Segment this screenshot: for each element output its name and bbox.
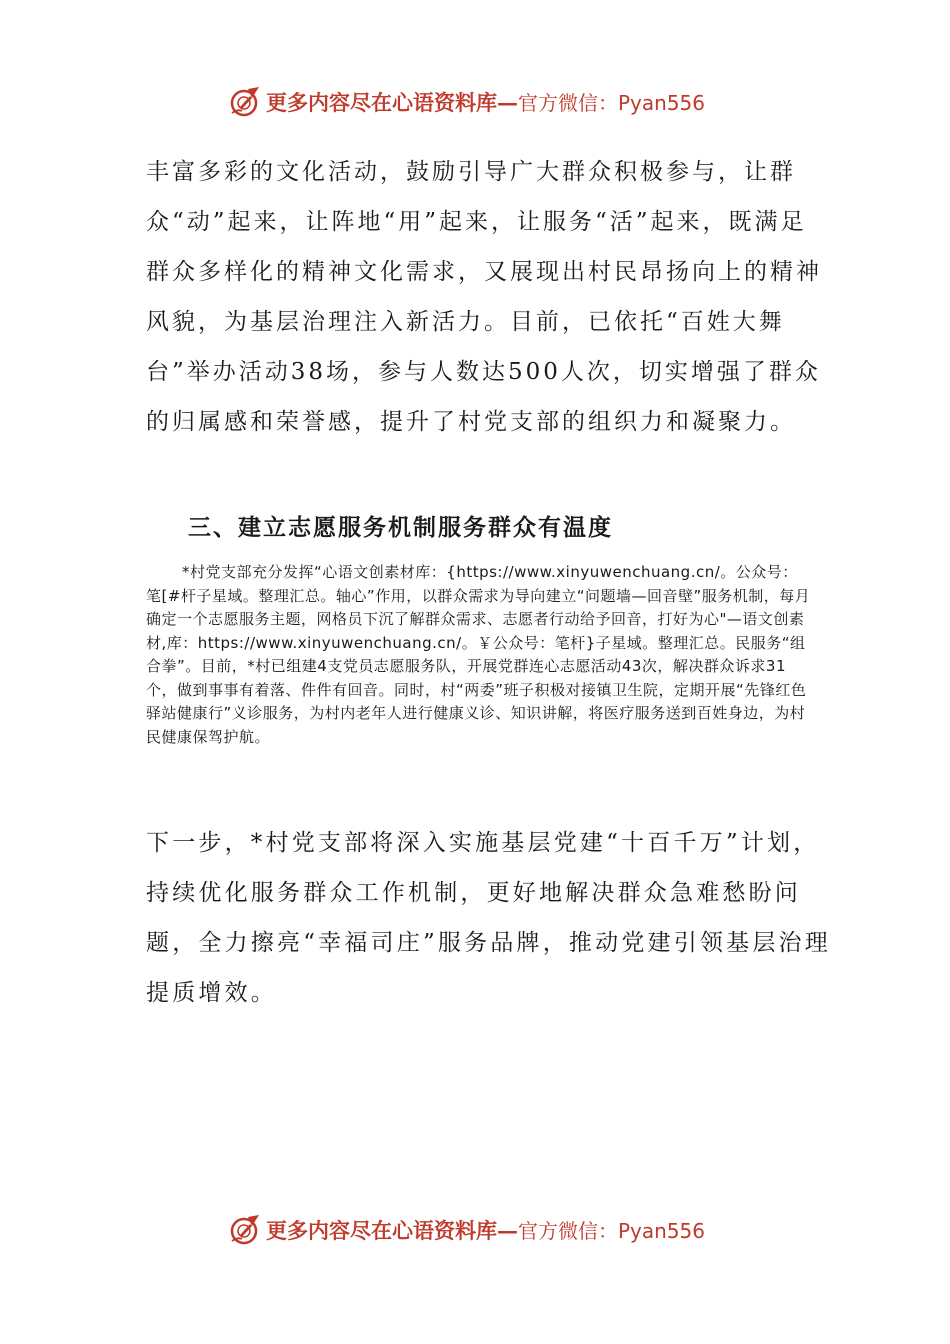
paragraph-2-text: *村党支部充分发挥“心语文创素材库：{https://www.xinyuwenchuang.cn/。公众号：笔[#杆子星域。整理汇总。轴心”作用，以群众需求为导向建立“问题墙—回音壁”服务机制，每月确定一个志愿服务主题，网格员下沉了解群众需求、志愿者行动给予回音，打好为心"—语文创素材,库：https://www.xinyuwenchuang.cn/。￥公众号：笔杆}子星域。整理汇总。民服务“组合拳”。目前，*村已组建4支党员志愿服务队，开展党群连心志愿活动43次，解决群众诉求31个，做到事事有着落、件件有回音。同时，村“两委”班子积极对接镇卫生院，定期开展“先锋红色驿站健康行”义诊服务，为村内老年人进行健康义诊、知识讲解，将医疗服务送到百姓身边，为村民健康保驾护航。 xyxy=(146,563,811,746)
paragraph-2 xyxy=(146,561,811,749)
header-banner xyxy=(228,82,748,122)
header-brand: 更多内容尽在心语资料库 xyxy=(266,90,497,115)
paragraph-3: 下一步，*村党支部将深入实施基层党建“十百千万”计划，持续优化服务群众工作机制，更好地解决群众急难愁盼问题，全力擦亮“幸福司庄”服务品牌，推动党建引领基层治理提质增效。 xyxy=(146,830,831,1006)
header-dash: — xyxy=(497,90,518,115)
footer-banner xyxy=(228,1210,748,1250)
header-text xyxy=(266,87,705,117)
footer-text xyxy=(266,1215,705,1245)
section-heading: 三、建立志愿服务机制服务群众有温度 xyxy=(188,515,613,541)
footer-brand: 更多内容尽在心语资料库 xyxy=(266,1218,497,1243)
pen-logo-icon xyxy=(228,85,262,119)
header-wechat: 官方微信：Pyan556 xyxy=(518,91,706,115)
paragraph-1: 丰富多彩的文化活动，鼓励引导广大群众积极参与，让群众“动”起来，让阵地“用”起来，让服务“活”起来，既满足群众多样化的精神文化需求，又展现出村民昂扬向上的精神风貌，为基层治理注入新活力。目前，已依托“百姓大舞台”举办活动38场，参与人数达500人次，切实增强了群众的归属感和荣誉感，提升了村党支部的组织力和凝聚力。 xyxy=(146,159,822,435)
footer-dash: — xyxy=(497,1218,518,1243)
footer-wechat: 官方微信：Pyan556 xyxy=(518,1219,706,1243)
pen-logo-icon xyxy=(228,1213,262,1247)
